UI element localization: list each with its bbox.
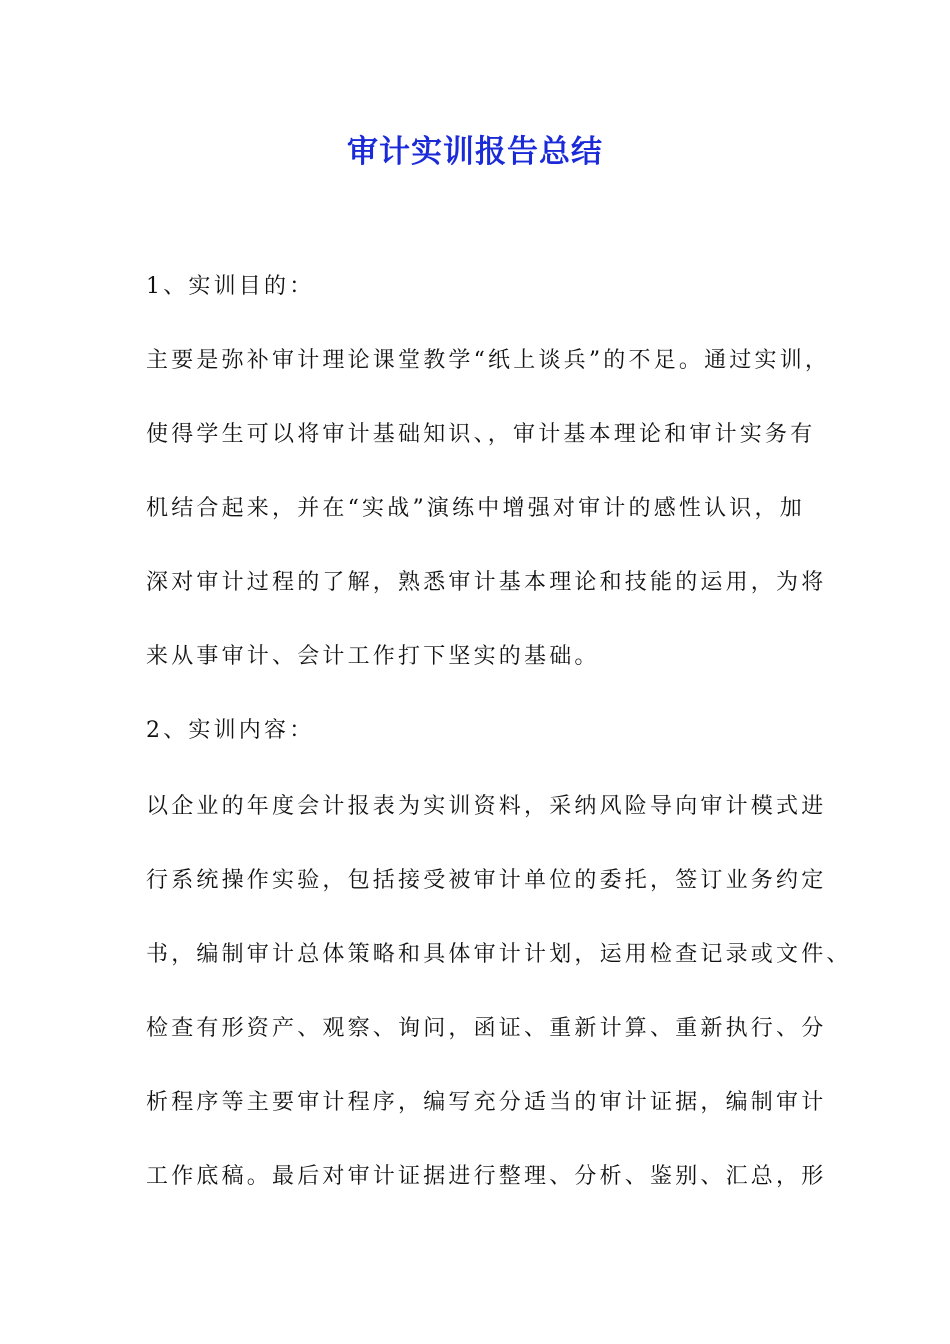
- paragraph-line: 工作底稿。最后对审计证据进行整理、分析、鉴别、汇总，形: [146, 1164, 827, 1189]
- paragraph-line: 使得学生可以将审计基础知识、，审计基本理论和审计实务有: [146, 422, 816, 447]
- paragraph-line: 主要是弥补审计理论课堂教学“纸上谈兵”的不足。通过实训，: [146, 348, 831, 373]
- paragraph-line: 检查有形资产、观察、询问，函证、重新计算、重新执行、分: [146, 1016, 827, 1041]
- paragraph-line: 机结合起来，并在“实战”演练中增强对审计的感性认识，加: [146, 496, 805, 521]
- paragraph-line: 析程序等主要审计程序，编写充分适当的审计证据，编制审计: [146, 1090, 827, 1115]
- paragraph-line: 以企业的年度会计报表为实训资料，采纳风险导向审计模式进: [146, 794, 827, 819]
- paragraph-line: 来从事审计、会计工作打下坚实的基础。: [146, 644, 600, 669]
- heading-purpose: 1、实训目的：: [146, 274, 315, 299]
- heading-content: 2、实训内容：: [146, 718, 315, 743]
- paragraph-line: 深对审计过程的了解，熟悉审计基本理论和技能的运用，为将: [146, 570, 827, 595]
- paragraph-line: 行系统操作实验，包括接受被审计单位的委托，签订业务约定: [146, 868, 827, 893]
- paragraph-line: 书，编制审计总体策略和具体审计计划，运用检查记录或文件、: [146, 942, 852, 967]
- document-title: 审计实训报告总结: [347, 134, 603, 170]
